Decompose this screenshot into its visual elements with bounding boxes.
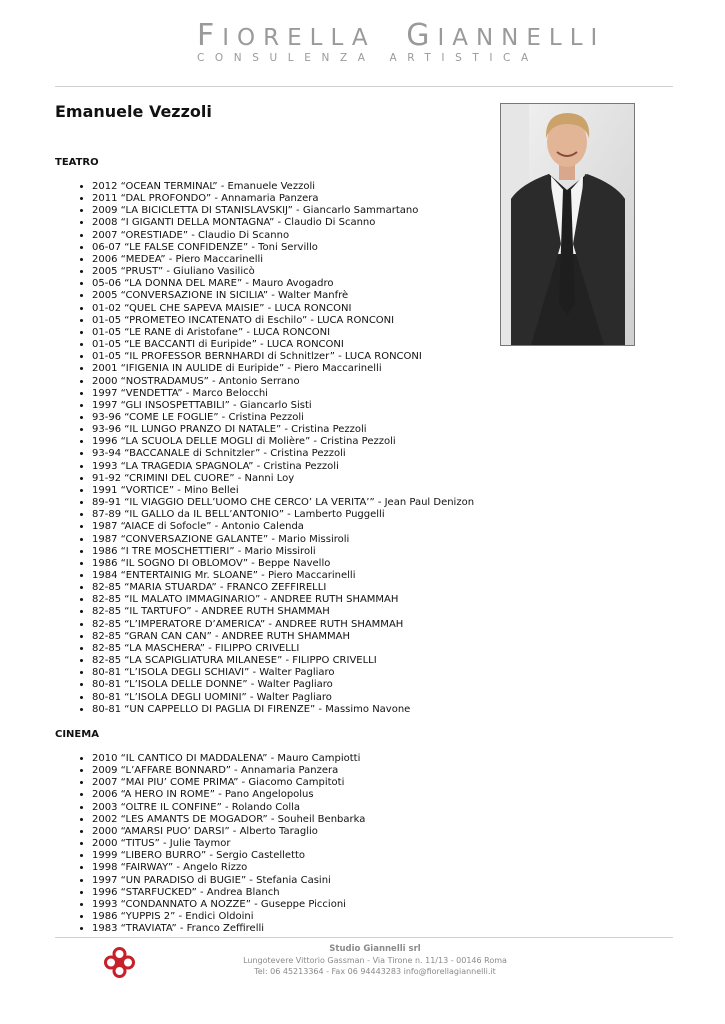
teatro-credit-item: • 01-05 “LE BACCANTI di Euripide” - LUCA RONCONI [92,339,474,351]
teatro-credit-item: • 01-05 “PROMETEO INCATENATO di Eschilo” - LUCA RONCONI [92,315,474,327]
teatro-credit-item: • 1987 “CONVERSAZIONE GALANTE” - Mario Missiroli [92,534,474,546]
page-title: Emanuele Vezzoli [55,102,212,121]
teatro-credit-item: • 80-81 “L’ISOLA DEGLI UOMINI” - Walter Pagliaro [92,692,474,704]
footer-contact [240,944,510,977]
teatro-credit-item: • 82-85 “L’IMPERATORE D’AMERICA” - ANDREE RUTH SHAMMAH [92,619,474,631]
cinema-credit-item: • 1986 “YUPPIS 2” - Endici Oldoini [92,911,365,923]
cinema-credit-item: • 1993 “CONDANNATO A NOZZE” - Guseppe Piccioni [92,899,365,911]
footer-divider [55,937,673,938]
teatro-credit-item: • 2012 “OCEAN TERMINAL” - Emanuele Vezzoli [92,181,474,193]
teatro-credit-item: • 93-94 “BACCANALE di Schnitzler” - Cristina Pezzoli [92,448,474,460]
footer-address: Lungotevere Vittorio Gassman - Via Tirone n. 11/13 - 00146 Roma [243,956,507,965]
brand-name [197,18,606,53]
brand-last-initial: G [406,18,438,53]
teatro-credit-item: • 2011 “DAL PROFONDO” - Annamaria Panzera [92,193,474,205]
header-divider [55,86,673,87]
section-heading-cinema: CINEMA [55,729,99,740]
cinema-credit-item: • 2003 “OLTRE IL CONFINE” - Rolando Colla [92,802,365,814]
teatro-credit-item: • 82-85 “LA MASCHERA” - FILIPPO CRIVELLI [92,643,474,655]
teatro-credit-item: • 82-85 “IL TARTUFO” - ANDREE RUTH SHAMMAH [92,606,474,618]
teatro-credit-item: • 91-92 “CRIMINI DEL CUORE” - Nanni Loy [92,473,474,485]
portrait-illustration [501,104,634,345]
cinema-credit-item: • 1983 “TRAVIATA” - Franco Zeffirelli [92,923,365,935]
cinema-credit-item: • 1999 “LIBERO BURRO” - Sergio Castelletto [92,850,365,862]
cinema-credit-item: • 2000 “AMARSI PUO’ DARSI” - Alberto Taraglio [92,826,365,838]
floral-logo-icon [103,946,136,979]
teatro-credit-item: • 1996 “LA SCUOLA DELLE MOGLI di Molière” - Cristina Pezzoli [92,436,474,448]
cinema-credit-item: • 1998 “FAIRWAY” - Angelo Rizzo [92,862,365,874]
teatro-credit-item: • 2000 “NOSTRADAMUS” - Antonio Serrano [92,376,474,388]
cinema-credit-item: • 2007 “MAI PIU’ COME PRIMA” - Giacomo Campitoti [92,777,365,789]
cinema-credit-item: • 2006 “A HERO IN ROME” - Pano Angelopolus [92,789,365,801]
cinema-list [55,753,365,935]
brand-tagline: CONSULENZA ARTISTICA [197,52,539,64]
teatro-credit-item: • 1997 “GLI INSOSPETTABILI” - Giancarlo Sisti [92,400,474,412]
teatro-credit-item: • 05-06 “LA DONNA DEL MARE” - Mauro Avogadro [92,278,474,290]
teatro-credit-item: • 1984 “ENTERTAINIG Mr. SLOANE” - Piero Maccarinelli [92,570,474,582]
cinema-credit-item: • 2002 “LES AMANTS DE MOGADOR” - Souheil Benbarka [92,814,365,826]
teatro-credit-item: • 2005 “CONVERSAZIONE IN SICILIA” - Walter Manfrè [92,290,474,302]
teatro-credit-item: • 2008 “I GIGANTI DELLA MONTAGNA” - Claudio Di Scanno [92,217,474,229]
cinema-credit-item: • 2009 “L’AFFARE BONNARD” - Annamaria Panzera [92,765,365,777]
footer-studio-name: Studio Giannelli srl [329,944,421,954]
cinema-credit-item: • 2000 “TITUS” - Julie Taymor [92,838,365,850]
cinema-credit-item: • 2010 “IL CANTICO DI MADDALENA” - Mauro Campiotti [92,753,365,765]
teatro-credit-item: • 1993 “LA TRAGEDIA SPAGNOLA” - Cristina Pezzoli [92,461,474,473]
teatro-credit-item: • 2005 “PRUST” - Giuliano Vasilicò [92,266,474,278]
teatro-credit-item: • 80-81 “UN CAPPELLO DI PAGLIA DI FIRENZE” - Massimo Navone [92,704,474,716]
teatro-credit-item: • 1986 “IL SOGNO DI OBLOMOV” - Beppe Navello [92,558,474,570]
teatro-credit-item: • 2009 “LA BICICLETTA DI STANISLAVSKIJ” - Giancarlo Sammartano [92,205,474,217]
teatro-credit-item: • 89-91 “IL VIAGGIO DELL’UOMO CHE CERCO’ LA VERITA’” - Jean Paul Denizon [92,497,474,509]
teatro-credit-item: • 2006 “MEDEA” - Piero Maccarinelli [92,254,474,266]
teatro-credit-item: • 80-81 “L’ISOLA DEGLI SCHIAVI” - Walter Pagliaro [92,667,474,679]
teatro-credit-item: • 82-85 “IL MALATO IMMAGINARIO” - ANDREE RUTH SHAMMAH [92,594,474,606]
teatro-credit-item: • 82-85 “GRAN CAN CAN” - ANDREE RUTH SHAMMAH [92,631,474,643]
teatro-credit-item: • 01-02 “QUEL CHE SAPEVA MAISIE” - LUCA RONCONI [92,303,474,315]
cinema-credit-item: • 1996 “STARFUCKED” - Andrea Blanch [92,887,365,899]
teatro-list [55,181,474,716]
teatro-credit-item: • 82-85 “LA SCAPIGLIATURA MILANESE” - FILIPPO CRIVELLI [92,655,474,667]
cinema-credit-item: • 1997 “UN PARADISO di BUGIE” - Stefania Casini [92,875,365,887]
portrait-photo [500,103,635,346]
teatro-credit-item: • 06-07 “LE FALSE CONFIDENZE” - Toni Servillo [92,242,474,254]
teatro-credit-item: • 2007 “ORESTIADE” - Claudio Di Scanno [92,230,474,242]
teatro-credit-item: • 93-96 “IL LUNGO PRANZO DI NATALE” - Cristina Pezzoli [92,424,474,436]
brand-first-rest: IORELLA [222,25,376,51]
teatro-credit-item: • 2001 “IFIGENIA IN AULIDE di Euripide” - Piero Maccarinelli [92,363,474,375]
teatro-credit-item: • 1986 “I TRE MOSCHETTIERI” - Mario Missiroli [92,546,474,558]
teatro-credit-item: • 1987 “AIACE di Sofocle” - Antonio Calenda [92,521,474,533]
brand-first-initial: F [197,18,223,53]
brand-last-rest: IANNELLI [437,25,606,51]
section-heading-teatro: TEATRO [55,157,99,168]
teatro-credit-item: • 82-85 “MARIA STUARDA” - FRANCO ZEFFIRELLI [92,582,474,594]
teatro-credit-item: • 01-05 “IL PROFESSOR BERNHARDI di Schnitlzer” - LUCA RONCONI [92,351,474,363]
teatro-credit-item: • 1991 “VORTICE” - Mino Bellei [92,485,474,497]
teatro-credit-item: • 93-96 “COME LE FOGLIE” - Cristina Pezzoli [92,412,474,424]
footer-contacts: Tel: 06 45213364 - Fax 06 94443283 info@fiorellagiannelli.it [254,967,496,976]
teatro-credit-item: • 1997 “VENDETTA” - Marco Belocchi [92,388,474,400]
teatro-credit-item: • 87-89 “IL GALLO da IL BELL’ANTONIO” - Lamberto Puggelli [92,509,474,521]
teatro-credit-item: • 01-05 “LE RANE di Aristofane” - LUCA RONCONI [92,327,474,339]
teatro-credit-item: • 80-81 “L’ISOLA DELLE DONNE” - Walter Pagliaro [92,679,474,691]
